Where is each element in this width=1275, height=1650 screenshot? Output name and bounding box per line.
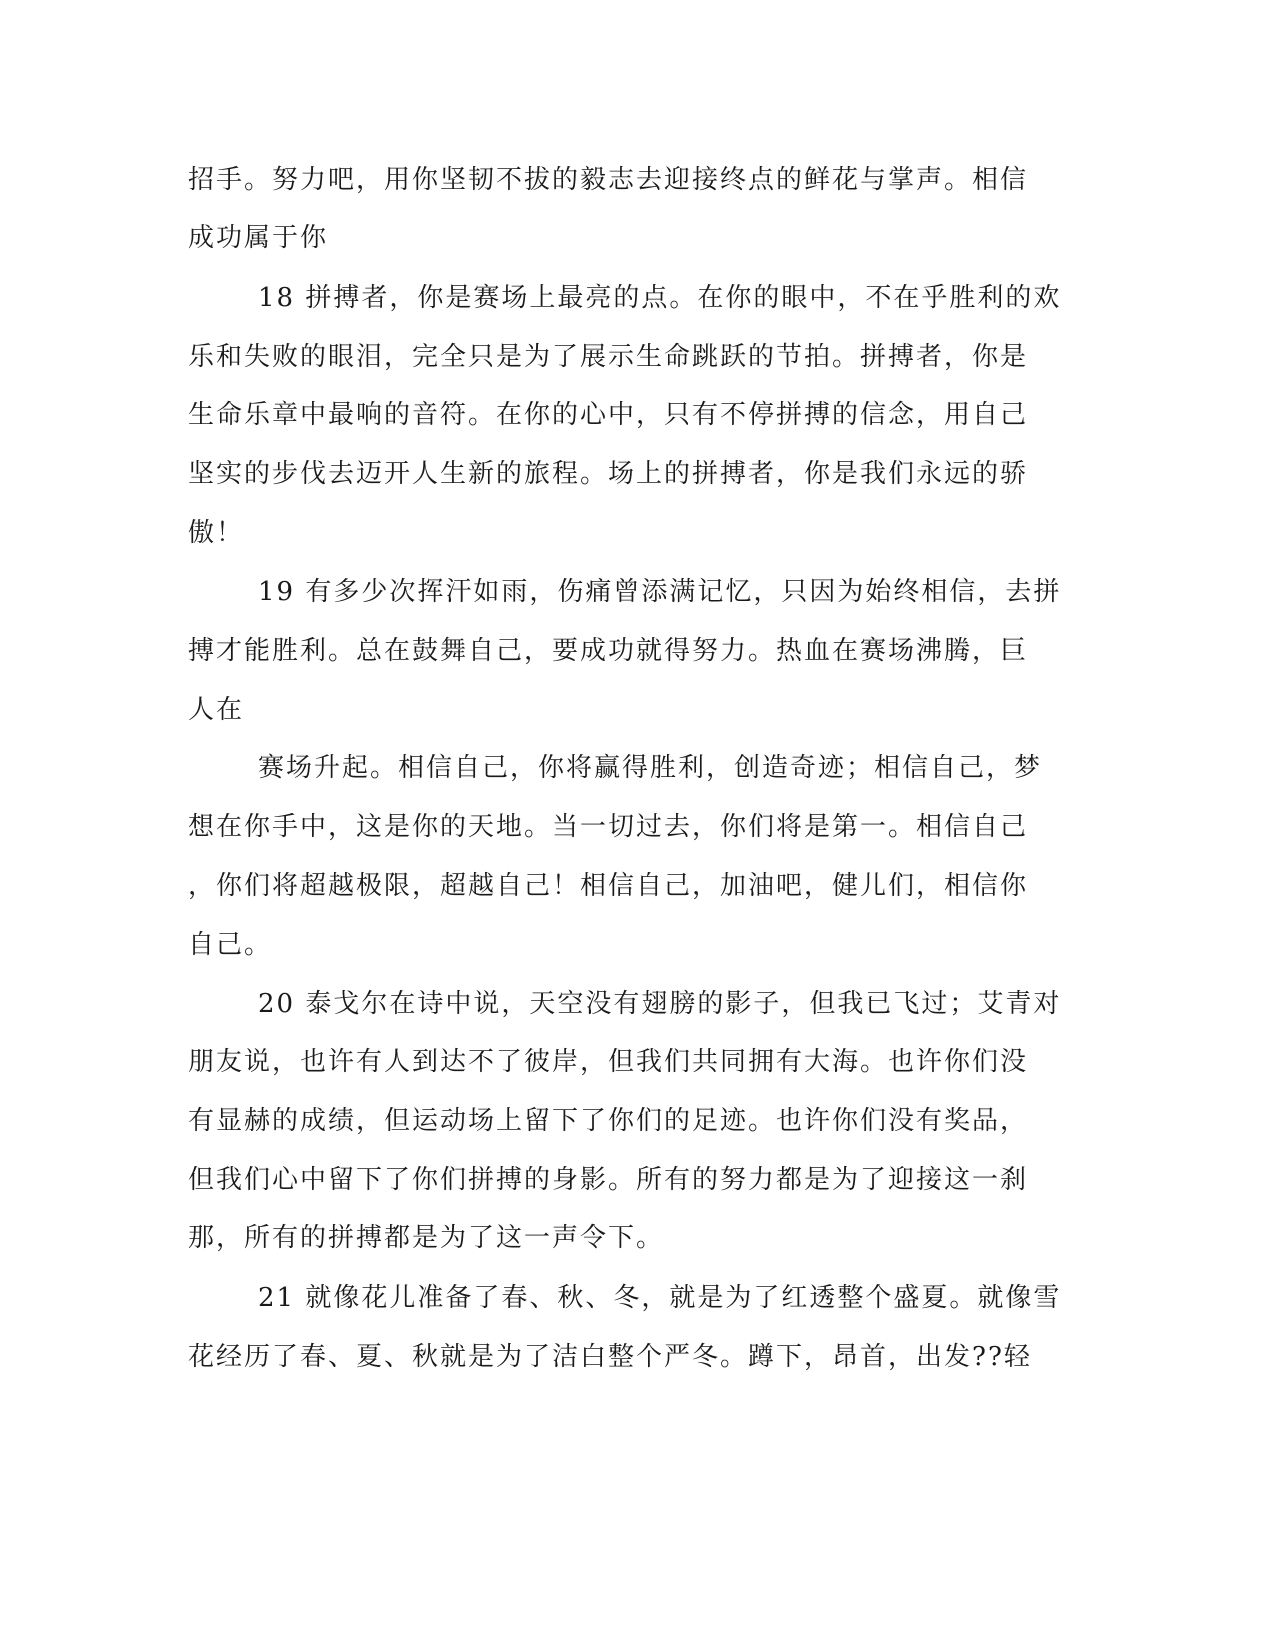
- text-line: 那，所有的拼搏都是为了这一声令下。: [188, 1223, 665, 1253]
- text-line: 乐和失败的眼泪，完全只是为了展示生命跳跃的节拍。拼搏者，你是: [188, 342, 1029, 372]
- text-line: 人在: [188, 695, 245, 725]
- text-line: 成功属于你: [188, 223, 329, 253]
- text-line: 傲！: [188, 518, 245, 548]
- paragraph-continuation-start: 赛场升起。相信自己，你将赢得胜利，创造奇迹；相信自己，梦: [258, 753, 1043, 783]
- text-line: 生命乐章中最响的音符。在你的心中，只有不停拼搏的信念，用自己: [188, 400, 1029, 430]
- text-line: 有显赫的成绩，但运动场上留下了你们的足迹。也许你们没有奖品，: [188, 1106, 1029, 1136]
- text-line: 想在你手中，这是你的天地。当一切过去，你们将是第一。相信自己: [188, 812, 1029, 842]
- text-line: 坚实的步伐去迈开人生新的旅程。场上的拼搏者，你是我们永远的骄: [188, 459, 1029, 489]
- text-line: 自己。: [188, 930, 273, 960]
- paragraph-18-start: 18 拼搏者，你是赛场上最亮的点。在你的眼中，不在乎胜利的欢: [258, 283, 1062, 313]
- text-line: 朋友说，也许有人到达不了彼岸，但我们共同拥有大海。也许你们没: [188, 1047, 1029, 1077]
- text-line: ，你们将超越极限，超越自己！相信自己，加油吧，健儿们，相信你: [188, 871, 1029, 901]
- paragraph-20-start: 20 泰戈尔在诗中说，天空没有翅膀的影子，但我已飞过；艾青对: [258, 989, 1062, 1019]
- text-line: 搏才能胜利。总在鼓舞自己，要成功就得努力。热血在赛场沸腾，巨: [188, 636, 1029, 666]
- paragraph-19-start: 19 有多少次挥汗如雨，伤痛曾添满记忆，只因为始终相信，去拼: [258, 577, 1062, 607]
- text-line: 花经历了春、夏、秋就是为了洁白整个严冬。蹲下，昂首，出发??轻: [188, 1342, 1032, 1372]
- text-line: 但我们心中留下了你们拼搏的身影。所有的努力都是为了迎接这一刹: [188, 1165, 1029, 1195]
- text-line: 招手。努力吧，用你坚韧不拔的毅志去迎接终点的鲜花与掌声。相信: [188, 165, 1029, 195]
- paragraph-21-start: 21 就像花儿准备了春、秋、冬，就是为了红透整个盛夏。就像雪: [258, 1283, 1062, 1313]
